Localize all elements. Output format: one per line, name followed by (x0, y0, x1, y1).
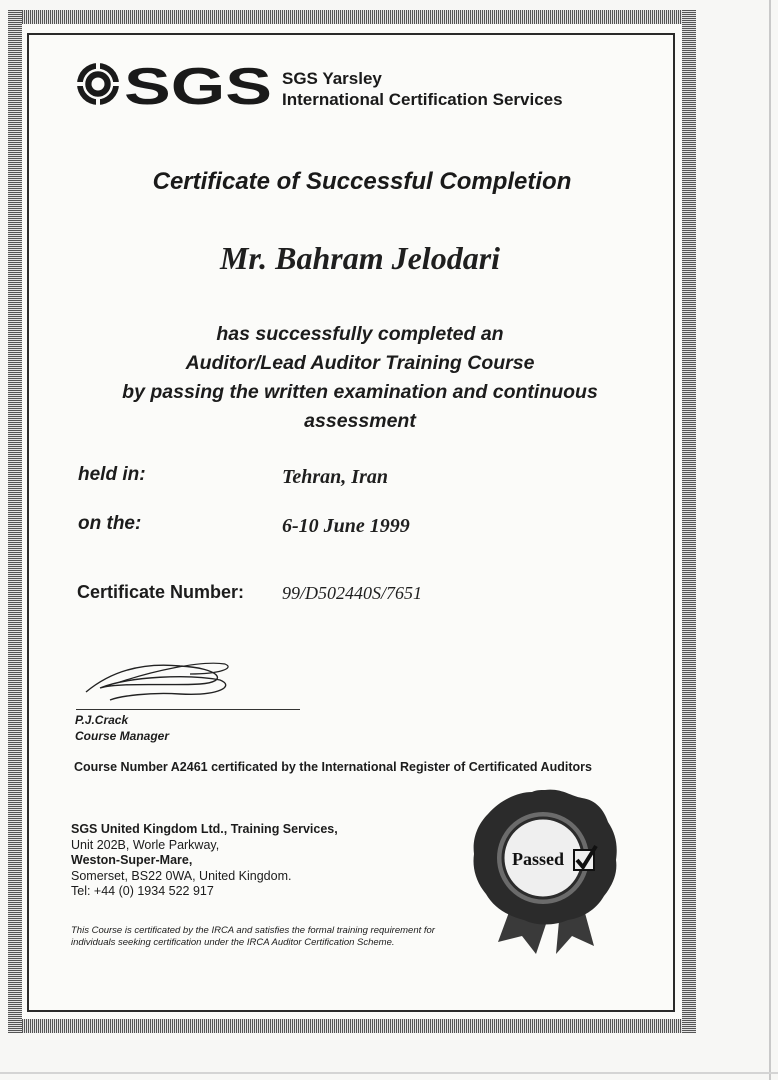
sgs-logo (74, 58, 274, 110)
signatory-name: P.J.Crack (75, 713, 129, 727)
address-town: Weston-Super-Mare, (71, 853, 193, 867)
certificate-number-value: 99/D502440S/7651 (282, 583, 423, 603)
seal-label: Passed (512, 849, 565, 869)
statement-line: assessment (304, 410, 416, 432)
address-tel: Tel: +44 (0) 1934 522 917 (71, 884, 214, 898)
scan-edge-bottom (0, 1072, 778, 1074)
border-top (8, 10, 696, 24)
held-in-value: Tehran, Iran (282, 466, 388, 488)
scan-edge-right (769, 0, 771, 1080)
passed-seal (470, 786, 620, 970)
address-unit: Unit 202B, Worle Parkway, (71, 837, 220, 852)
address-region: Somerset, BS22 0WA, United Kingdom. (71, 868, 292, 883)
org-line-1: SGS Yarsley (282, 69, 382, 88)
course-note: Course Number A2461 certificated by the International Register of Certificated Auditors (74, 760, 592, 774)
signature-line (76, 709, 300, 710)
address-block (71, 822, 338, 900)
border-right (682, 10, 696, 1033)
border-bottom (8, 1019, 696, 1033)
signature (80, 652, 240, 704)
irca-footnote: This Course is certificated by the IRCA and satisfies the formal training requirement for individuals seeking certification under the IRCA Auditor Certification Scheme. (71, 925, 435, 948)
organization-name (282, 68, 563, 110)
completion-statement (60, 320, 660, 436)
held-in-label: held in: (78, 464, 146, 485)
checkmark-icon (574, 846, 596, 870)
signatory-role: Course Manager (75, 729, 170, 743)
border-left (8, 10, 22, 1033)
org-line-2: International Certification Services (282, 90, 563, 109)
address-company: SGS United Kingdom Ltd., Training Services, (71, 822, 338, 836)
statement-line: Auditor/Lead Auditor Training Course (185, 352, 535, 374)
on-the-label: on the: (78, 513, 142, 534)
on-the-value: 6-10 June 1999 (282, 515, 410, 537)
svg-text:SGS: SGS (124, 58, 272, 110)
statement-line: has successfully completed an (216, 323, 504, 345)
globe-icon (75, 61, 121, 107)
statement-line: by passing the written examination and continuous (122, 381, 598, 403)
certificate-title: Certificate of Successful Completion (152, 168, 572, 195)
recipient-name: Mr. Bahram Jelodari (219, 240, 501, 276)
certificate-number-label: Certificate Number: (77, 582, 245, 602)
signatory (75, 712, 169, 744)
